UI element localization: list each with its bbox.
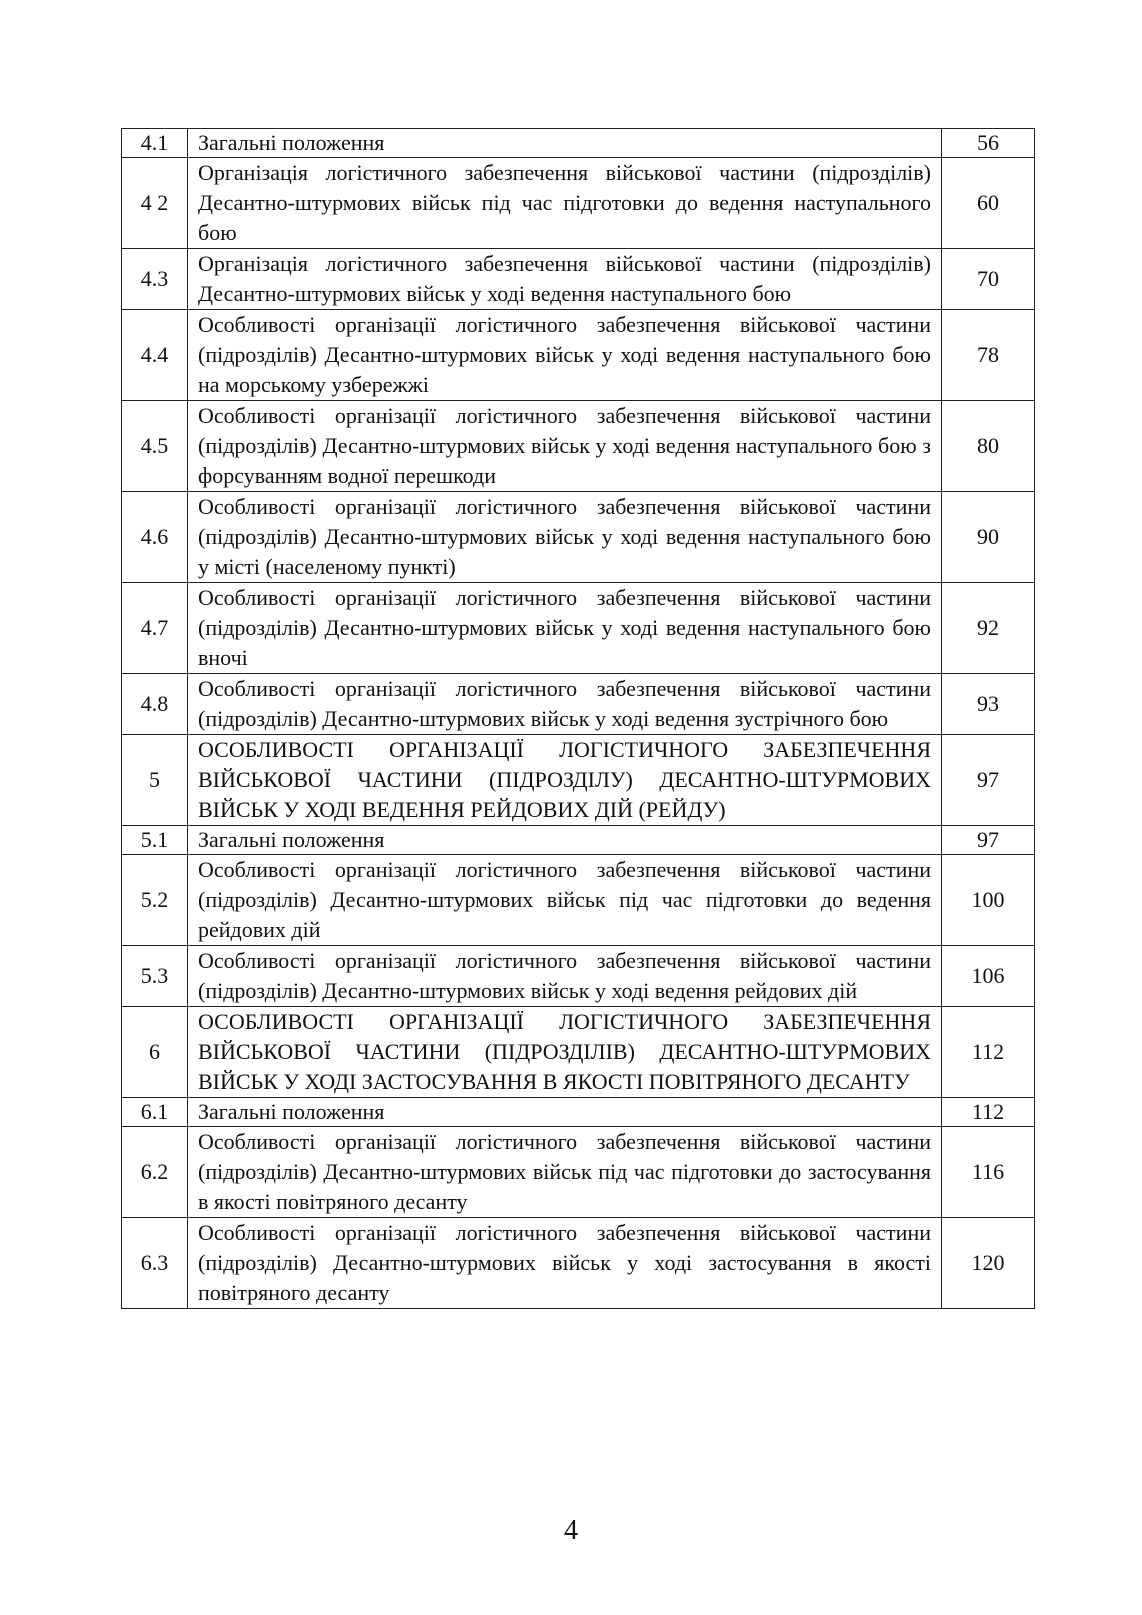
toc-row [122, 1007, 1035, 1098]
section-number: 4.7 [122, 583, 188, 674]
section-page: 112 [942, 1098, 1035, 1127]
section-number: 4.6 [122, 492, 188, 583]
section-page: 120 [942, 1218, 1035, 1309]
section-title: Особливості організації логістичного забезпечення військової частини (підрозділів) Десантно-штурмових військ у ході ведення рейдових дій [188, 946, 942, 1007]
section-number: 4.3 [122, 249, 188, 310]
section-page: 97 [942, 735, 1035, 826]
section-number: 5.1 [122, 826, 188, 855]
section-title: Особливості організації логістичного забезпечення військової частини (підрозділів) Десантно-штурмових військ під час підготовки до ведення рейдових дій [188, 855, 942, 946]
section-number: 6.2 [122, 1127, 188, 1218]
section-title: Загальні положення [188, 129, 942, 158]
section-title: Загальні положення [188, 1098, 942, 1127]
section-number: 4.5 [122, 401, 188, 492]
section-number: 6.1 [122, 1098, 188, 1127]
toc-row [122, 401, 1035, 492]
section-number: 4.1 [122, 129, 188, 158]
page-number: 4 [564, 1515, 578, 1546]
section-number: 5.3 [122, 946, 188, 1007]
section-title: ОСОБЛИВОСТІ ОРГАНІЗАЦІЇ ЛОГІСТИЧНОГО ЗАБЕЗПЕЧЕННЯ ВІЙСЬКОВОЇ ЧАСТИНИ (ПІДРОЗДІЛУ) ДЕСАНТНО-ШТУРМОВИХ ВІЙСЬК У ХОДІ ВЕДЕННЯ РЕЙДОВИХ ДІЙ (РЕЙДУ) [188, 735, 942, 826]
section-page: 80 [942, 401, 1035, 492]
toc-row [122, 1127, 1035, 1218]
section-title: Організація логістичного забезпечення військової частини (підрозділів) Десантно-штурмових військ у ході ведення наступального бою [188, 249, 942, 310]
section-number: 6 [122, 1007, 188, 1098]
section-page: 60 [942, 158, 1035, 249]
table-of-contents [121, 128, 1035, 1309]
toc-row [122, 855, 1035, 946]
section-page: 70 [942, 249, 1035, 310]
toc-row [122, 583, 1035, 674]
toc-row [122, 492, 1035, 583]
section-page: 56 [942, 129, 1035, 158]
toc-row [122, 735, 1035, 826]
section-page: 112 [942, 1007, 1035, 1098]
section-page: 100 [942, 855, 1035, 946]
section-title: Загальні положення [188, 826, 942, 855]
section-title: Організація логістичного забезпечення військової частини (підрозділів) Десантно-штурмових військ під час підготовки до ведення наступального бою [188, 158, 942, 249]
section-number: 6.3 [122, 1218, 188, 1309]
toc-body [122, 129, 1035, 1309]
section-page: 90 [942, 492, 1035, 583]
toc-row [122, 674, 1035, 735]
toc-row [122, 1098, 1035, 1127]
toc-row [122, 826, 1035, 855]
section-title: Особливості організації логістичного забезпечення військової частини (підрозділів) Десантно-штурмових військ під час підготовки до застосування в якості повітряного десанту [188, 1127, 942, 1218]
section-number: 4 2 [122, 158, 188, 249]
toc-row [122, 1218, 1035, 1309]
section-page: 93 [942, 674, 1035, 735]
section-number: 4.8 [122, 674, 188, 735]
toc-row [122, 946, 1035, 1007]
section-number: 5.2 [122, 855, 188, 946]
section-title: Особливості організації логістичного забезпечення військової частини (підрозділів) Десантно-штурмових військ у ході ведення наступального бою на морському узбережжі [188, 310, 942, 401]
toc-row [122, 310, 1035, 401]
section-page: 106 [942, 946, 1035, 1007]
section-title: Особливості організації логістичного забезпечення військової частини (підрозділів) Десантно-штурмових військ у ході ведення наступального бою з форсуванням водної перешкоди [188, 401, 942, 492]
section-number: 5 [122, 735, 188, 826]
section-number: 4.4 [122, 310, 188, 401]
toc-row [122, 158, 1035, 249]
section-title: ОСОБЛИВОСТІ ОРГАНІЗАЦІЇ ЛОГІСТИЧНОГО ЗАБЕЗПЕЧЕННЯ ВІЙСЬКОВОЇ ЧАСТИНИ (ПІДРОЗДІЛІВ) ДЕСАНТНО-ШТУРМОВИХ ВІЙСЬК У ХОДІ ЗАСТОСУВАННЯ В ЯКОСТІ ПОВІТРЯНОГО ДЕСАНТУ [188, 1007, 942, 1098]
section-title: Особливості організації логістичного забезпечення військової частини (підрозділів) Десантно-штурмових військ у ході застосування в якості повітряного десанту [188, 1218, 942, 1309]
section-title: Особливості організації логістичного забезпечення військової частини (підрозділів) Десантно-штурмових військ у ході ведення зустрічного бою [188, 674, 942, 735]
section-page: 78 [942, 310, 1035, 401]
toc-row [122, 249, 1035, 310]
section-title: Особливості організації логістичного забезпечення військової частини (підрозділів) Десантно-штурмових військ у ході ведення наступального бою вночі [188, 583, 942, 674]
toc-row [122, 129, 1035, 158]
section-page: 92 [942, 583, 1035, 674]
section-title: Особливості організації логістичного забезпечення військової частини (підрозділів) Десантно-штурмових військ у ході ведення наступального бою у місті (населеному пункті) [188, 492, 942, 583]
section-page: 116 [942, 1127, 1035, 1218]
section-page: 97 [942, 826, 1035, 855]
